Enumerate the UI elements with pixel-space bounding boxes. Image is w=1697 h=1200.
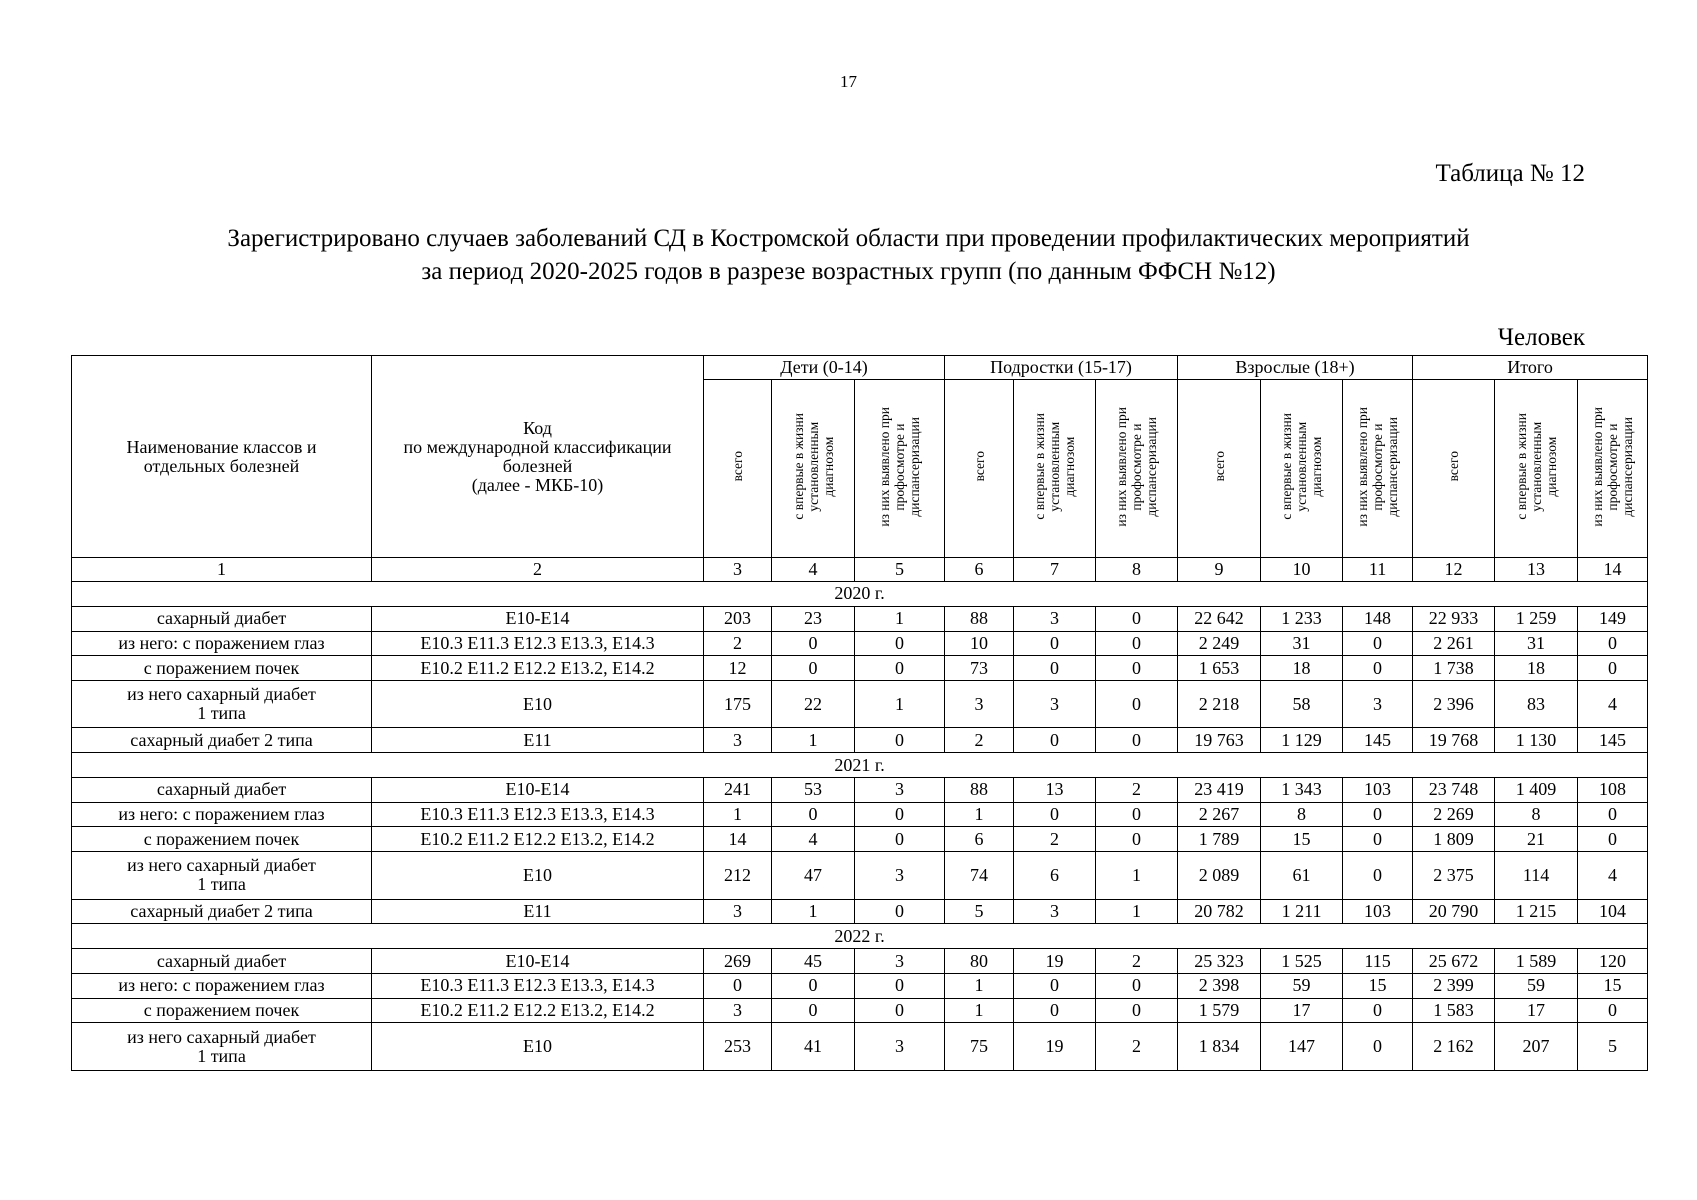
header-group-total: Итого — [1413, 356, 1648, 380]
value-cell: 0 — [1343, 827, 1413, 852]
value-cell: 0 — [1343, 998, 1413, 1023]
value-cell: 88 — [945, 606, 1014, 631]
year-row — [72, 753, 1648, 778]
value-cell: 3 — [1343, 681, 1413, 728]
column-number: 4 — [772, 558, 855, 582]
value-cell: 0 — [1096, 728, 1178, 753]
value-cell: 23 419 — [1178, 777, 1261, 802]
value-cell: 253 — [704, 1023, 772, 1071]
column-number: 9 — [1178, 558, 1261, 582]
value-cell: 0 — [855, 827, 945, 852]
header-sub-screening: из них выявлено при профосмотре и диспансеризации — [855, 380, 945, 558]
header-name-column: Наименование классов и отдельных болезней — [72, 356, 372, 558]
value-cell: 0 — [704, 973, 772, 998]
year-label: 2020 г. — [72, 582, 1648, 607]
disease-name-cell: сахарный диабет 2 типа — [72, 728, 372, 753]
table-row — [72, 852, 1648, 899]
value-cell: 0 — [1343, 631, 1413, 656]
value-cell: 45 — [772, 949, 855, 974]
header-sub-total: всего — [945, 380, 1014, 558]
value-cell: 0 — [1096, 827, 1178, 852]
value-cell: 1 589 — [1495, 949, 1578, 974]
value-cell: 5 — [945, 899, 1014, 924]
year-label: 2021 г. — [72, 753, 1648, 778]
value-cell: 0 — [1014, 728, 1096, 753]
value-cell: 19 — [1014, 1023, 1096, 1071]
value-cell: 0 — [1096, 973, 1178, 998]
header-sub-first-time: с впервые в жизни установленным диагнозом — [1495, 380, 1578, 558]
icd-code-cell: E10.3 E11.3 E12.3 E13.3, E14.3 — [372, 631, 704, 656]
value-cell: 59 — [1261, 973, 1343, 998]
icd-code-cell: E10.2 E11.2 E12.2 E13.2, E14.2 — [372, 998, 704, 1023]
value-cell: 1 583 — [1413, 998, 1495, 1023]
value-cell: 1 834 — [1178, 1023, 1261, 1071]
value-cell: 115 — [1343, 949, 1413, 974]
value-cell: 21 — [1495, 827, 1578, 852]
header-group-children: Дети (0-14) — [704, 356, 945, 380]
table-row — [72, 973, 1648, 998]
value-cell: 2 398 — [1178, 973, 1261, 998]
value-cell: 17 — [1495, 998, 1578, 1023]
value-cell: 19 763 — [1178, 728, 1261, 753]
column-number: 11 — [1343, 558, 1413, 582]
value-cell: 1 — [945, 973, 1014, 998]
table-row — [72, 606, 1648, 631]
disease-name-cell: из него: с поражением глаз — [72, 973, 372, 998]
value-cell: 3 — [855, 852, 945, 899]
value-cell: 2 — [1096, 1023, 1178, 1071]
table-row — [72, 802, 1648, 827]
value-cell: 175 — [704, 681, 772, 728]
value-cell: 74 — [945, 852, 1014, 899]
disease-name-cell: из него сахарный диабет 1 типа — [72, 852, 372, 899]
header-sub-total: всего — [1178, 380, 1261, 558]
value-cell: 0 — [1578, 827, 1648, 852]
value-cell: 22 — [772, 681, 855, 728]
header-sub-screening: из них выявлено при профосмотре и диспансеризации — [1343, 380, 1413, 558]
column-number: 12 — [1413, 558, 1495, 582]
value-cell: 269 — [704, 949, 772, 974]
header-sub-first-time: с впервые в жизни установленным диагнозом — [1261, 380, 1343, 558]
value-cell: 1 — [1096, 899, 1178, 924]
value-cell: 2 — [1096, 949, 1178, 974]
value-cell: 4 — [772, 827, 855, 852]
value-cell: 1 215 — [1495, 899, 1578, 924]
value-cell: 75 — [945, 1023, 1014, 1071]
column-number: 10 — [1261, 558, 1343, 582]
value-cell: 147 — [1261, 1023, 1343, 1071]
value-cell: 18 — [1261, 656, 1343, 681]
header-sub-total: всего — [1413, 380, 1495, 558]
value-cell: 31 — [1495, 631, 1578, 656]
header-sub-screening: из них выявлено при профосмотре и диспансеризации — [1096, 380, 1178, 558]
value-cell: 0 — [1014, 802, 1096, 827]
column-number: 13 — [1495, 558, 1578, 582]
value-cell: 212 — [704, 852, 772, 899]
value-cell: 114 — [1495, 852, 1578, 899]
value-cell: 0 — [1014, 973, 1096, 998]
value-cell: 1 — [772, 728, 855, 753]
icd-code-cell: E10-E14 — [372, 777, 704, 802]
column-number: 1 — [72, 558, 372, 582]
document-title — [60, 222, 1637, 288]
value-cell: 0 — [1014, 656, 1096, 681]
icd-code-cell: E10.2 E11.2 E12.2 E13.2, E14.2 — [372, 827, 704, 852]
value-cell: 120 — [1578, 949, 1648, 974]
icd-code-cell: E10 — [372, 852, 704, 899]
value-cell: 145 — [1578, 728, 1648, 753]
value-cell: 88 — [945, 777, 1014, 802]
year-row — [72, 582, 1648, 607]
value-cell: 2 269 — [1413, 802, 1495, 827]
value-cell: 4 — [1578, 852, 1648, 899]
value-cell: 1 — [945, 802, 1014, 827]
value-cell: 0 — [855, 631, 945, 656]
value-cell: 1 789 — [1178, 827, 1261, 852]
value-cell: 0 — [1096, 802, 1178, 827]
value-cell: 58 — [1261, 681, 1343, 728]
icd-code-cell: E10.2 E11.2 E12.2 E13.2, E14.2 — [372, 656, 704, 681]
table-row — [72, 899, 1648, 924]
value-cell: 0 — [1343, 852, 1413, 899]
icd-code-cell: E10-E14 — [372, 606, 704, 631]
value-cell: 1 738 — [1413, 656, 1495, 681]
value-cell: 0 — [855, 973, 945, 998]
value-cell: 1 233 — [1261, 606, 1343, 631]
value-cell: 6 — [1014, 852, 1096, 899]
disease-name-cell: сахарный диабет 2 типа — [72, 899, 372, 924]
icd-code-cell: E10.3 E11.3 E12.3 E13.3, E14.3 — [372, 802, 704, 827]
value-cell: 207 — [1495, 1023, 1578, 1071]
value-cell: 2 249 — [1178, 631, 1261, 656]
value-cell: 17 — [1261, 998, 1343, 1023]
table-row — [72, 777, 1648, 802]
value-cell: 1 259 — [1495, 606, 1578, 631]
value-cell: 8 — [1261, 802, 1343, 827]
value-cell: 3 — [1014, 899, 1096, 924]
header-group-teens: Подростки (15-17) — [945, 356, 1178, 380]
column-number: 14 — [1578, 558, 1648, 582]
value-cell: 1 — [772, 899, 855, 924]
value-cell: 148 — [1343, 606, 1413, 631]
column-number: 3 — [704, 558, 772, 582]
header-sub-total: всего — [704, 380, 772, 558]
value-cell: 15 — [1343, 973, 1413, 998]
table-label: Таблица № 12 — [1435, 160, 1585, 187]
header-sub-first-time: с впервые в жизни установленным диагнозом — [772, 380, 855, 558]
value-cell: 0 — [1578, 631, 1648, 656]
value-cell: 1 525 — [1261, 949, 1343, 974]
icd-code-cell: E10 — [372, 681, 704, 728]
page-number: 17 — [840, 72, 857, 91]
title-line-1: Зарегистрировано случаев заболеваний СД в Костромской области при проведении профилактических мероприятий — [227, 225, 1470, 252]
value-cell: 145 — [1343, 728, 1413, 753]
value-cell: 18 — [1495, 656, 1578, 681]
value-cell: 0 — [1096, 998, 1178, 1023]
value-cell: 3 — [1014, 681, 1096, 728]
value-cell: 0 — [1578, 998, 1648, 1023]
value-cell: 4 — [1578, 681, 1648, 728]
column-number: 8 — [1096, 558, 1178, 582]
value-cell: 0 — [1578, 802, 1648, 827]
disease-name-cell: сахарный диабет — [72, 777, 372, 802]
value-cell: 8 — [1495, 802, 1578, 827]
value-cell: 23 748 — [1413, 777, 1495, 802]
value-cell: 1 343 — [1261, 777, 1343, 802]
value-cell: 83 — [1495, 681, 1578, 728]
value-cell: 13 — [1014, 777, 1096, 802]
value-cell: 0 — [855, 802, 945, 827]
value-cell: 22 642 — [1178, 606, 1261, 631]
value-cell: 2 261 — [1413, 631, 1495, 656]
value-cell: 15 — [1261, 827, 1343, 852]
value-cell: 1 — [945, 998, 1014, 1023]
column-number: 6 — [945, 558, 1014, 582]
column-number: 2 — [372, 558, 704, 582]
table-row — [72, 681, 1648, 728]
value-cell: 1 129 — [1261, 728, 1343, 753]
value-cell: 0 — [1096, 656, 1178, 681]
value-cell: 108 — [1578, 777, 1648, 802]
column-number: 7 — [1014, 558, 1096, 582]
icd-code-cell: E11 — [372, 728, 704, 753]
value-cell: 25 323 — [1178, 949, 1261, 974]
value-cell: 2 399 — [1413, 973, 1495, 998]
header-code-column: Код по международной классификации болезней (далее - МКБ-10) — [372, 356, 704, 558]
value-cell: 0 — [1096, 681, 1178, 728]
value-cell: 1 211 — [1261, 899, 1343, 924]
value-cell: 0 — [855, 656, 945, 681]
value-cell: 22 933 — [1413, 606, 1495, 631]
value-cell: 73 — [945, 656, 1014, 681]
value-cell: 0 — [772, 802, 855, 827]
value-cell: 0 — [1578, 656, 1648, 681]
value-cell: 0 — [772, 998, 855, 1023]
year-label: 2022 г. — [72, 924, 1648, 949]
value-cell: 0 — [1343, 802, 1413, 827]
disease-name-cell: сахарный диабет — [72, 606, 372, 631]
value-cell: 59 — [1495, 973, 1578, 998]
disease-name-cell: с поражением почек — [72, 998, 372, 1023]
value-cell: 2 375 — [1413, 852, 1495, 899]
value-cell: 0 — [772, 973, 855, 998]
value-cell: 53 — [772, 777, 855, 802]
value-cell: 149 — [1578, 606, 1648, 631]
value-cell: 241 — [704, 777, 772, 802]
header-group-row — [72, 356, 1648, 380]
value-cell: 3 — [855, 777, 945, 802]
value-cell: 0 — [1343, 656, 1413, 681]
value-cell: 2 — [704, 631, 772, 656]
value-cell: 1 130 — [1495, 728, 1578, 753]
value-cell: 203 — [704, 606, 772, 631]
table-row — [72, 827, 1648, 852]
value-cell: 0 — [1014, 998, 1096, 1023]
value-cell: 2 — [1096, 777, 1178, 802]
value-cell: 0 — [855, 899, 945, 924]
disease-name-cell: с поражением почек — [72, 827, 372, 852]
value-cell: 47 — [772, 852, 855, 899]
table-body — [72, 582, 1648, 1071]
disease-name-cell: с поражением почек — [72, 656, 372, 681]
value-cell: 80 — [945, 949, 1014, 974]
table-row — [72, 998, 1648, 1023]
value-cell: 1 — [855, 681, 945, 728]
value-cell: 2 396 — [1413, 681, 1495, 728]
value-cell: 2 089 — [1178, 852, 1261, 899]
value-cell: 19 768 — [1413, 728, 1495, 753]
value-cell: 2 218 — [1178, 681, 1261, 728]
value-cell: 41 — [772, 1023, 855, 1071]
value-cell: 3 — [945, 681, 1014, 728]
value-cell: 2 162 — [1413, 1023, 1495, 1071]
disease-name-cell: сахарный диабет — [72, 949, 372, 974]
value-cell: 0 — [772, 631, 855, 656]
value-cell: 1 — [1096, 852, 1178, 899]
disease-name-cell: из него: с поражением глаз — [72, 631, 372, 656]
header-group-adults: Взрослые (18+) — [1178, 356, 1413, 380]
value-cell: 0 — [1343, 1023, 1413, 1071]
value-cell: 2 — [945, 728, 1014, 753]
value-cell: 19 — [1014, 949, 1096, 974]
value-cell: 31 — [1261, 631, 1343, 656]
value-cell: 3 — [1014, 606, 1096, 631]
table-row — [72, 656, 1648, 681]
value-cell: 104 — [1578, 899, 1648, 924]
value-cell: 3 — [704, 998, 772, 1023]
icd-code-cell: E10-E14 — [372, 949, 704, 974]
icd-code-cell: E10.3 E11.3 E12.3 E13.3, E14.3 — [372, 973, 704, 998]
value-cell: 1 409 — [1495, 777, 1578, 802]
disease-name-cell: из него сахарный диабет 1 типа — [72, 1023, 372, 1071]
value-cell: 15 — [1578, 973, 1648, 998]
icd-code-cell: E11 — [372, 899, 704, 924]
disease-name-cell: из него: с поражением глаз — [72, 802, 372, 827]
value-cell: 0 — [1014, 631, 1096, 656]
value-cell: 23 — [772, 606, 855, 631]
value-cell: 1 — [855, 606, 945, 631]
value-cell: 103 — [1343, 777, 1413, 802]
value-cell: 0 — [772, 656, 855, 681]
title-line-2: за период 2020-2025 годов в разрезе возрастных групп (по данным ФФСН №12) — [421, 258, 1276, 285]
statistics-table — [71, 355, 1648, 1071]
value-cell: 25 672 — [1413, 949, 1495, 974]
unit-label: Человек — [1497, 324, 1585, 351]
value-cell: 20 790 — [1413, 899, 1495, 924]
value-cell: 3 — [704, 728, 772, 753]
header-sub-first-time: с впервые в жизни установленным диагнозом — [1014, 380, 1096, 558]
table-row — [72, 631, 1648, 656]
value-cell: 3 — [855, 1023, 945, 1071]
table-row — [72, 949, 1648, 974]
value-cell: 10 — [945, 631, 1014, 656]
header-sub-screening: из них выявлено при профосмотре и диспансеризации — [1578, 380, 1648, 558]
value-cell: 5 — [1578, 1023, 1648, 1071]
year-row — [72, 924, 1648, 949]
value-cell: 0 — [855, 998, 945, 1023]
column-number-row — [72, 558, 1648, 582]
value-cell: 1 809 — [1413, 827, 1495, 852]
value-cell: 0 — [855, 728, 945, 753]
value-cell: 0 — [1096, 631, 1178, 656]
column-number: 5 — [855, 558, 945, 582]
table-row — [72, 1023, 1648, 1071]
value-cell: 61 — [1261, 852, 1343, 899]
icd-code-cell: E10 — [372, 1023, 704, 1071]
value-cell: 0 — [1096, 606, 1178, 631]
value-cell: 2 — [1014, 827, 1096, 852]
value-cell: 20 782 — [1178, 899, 1261, 924]
table-row — [72, 728, 1648, 753]
value-cell: 14 — [704, 827, 772, 852]
value-cell: 6 — [945, 827, 1014, 852]
value-cell: 1 579 — [1178, 998, 1261, 1023]
disease-name-cell: из него сахарный диабет 1 типа — [72, 681, 372, 728]
value-cell: 1 653 — [1178, 656, 1261, 681]
value-cell: 1 — [704, 802, 772, 827]
value-cell: 3 — [855, 949, 945, 974]
value-cell: 2 267 — [1178, 802, 1261, 827]
value-cell: 103 — [1343, 899, 1413, 924]
value-cell: 3 — [704, 899, 772, 924]
value-cell: 12 — [704, 656, 772, 681]
